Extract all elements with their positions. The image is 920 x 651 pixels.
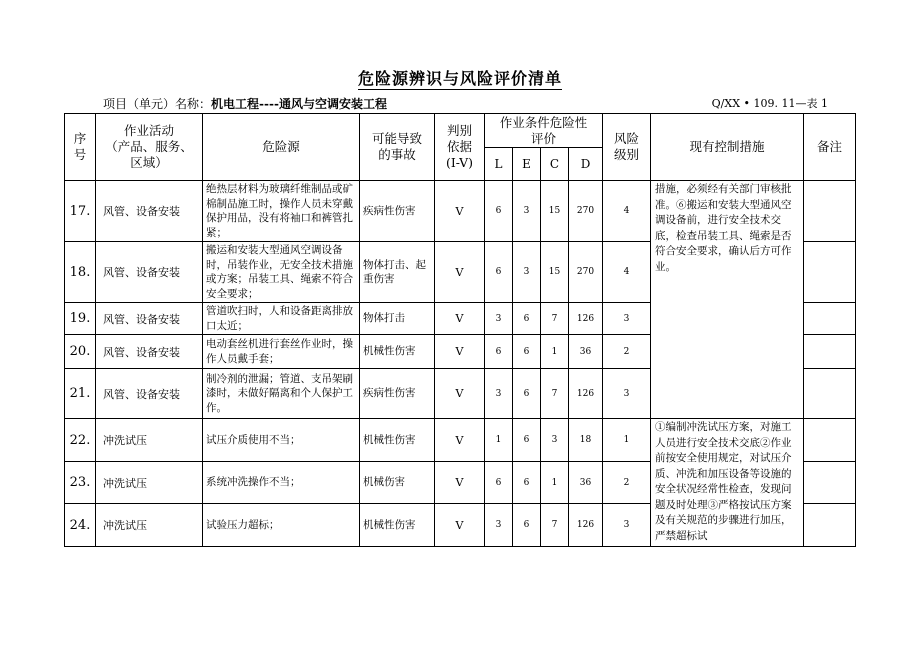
header-E: E bbox=[513, 148, 541, 181]
row-D: 270 bbox=[569, 242, 603, 303]
row-number: 19. bbox=[65, 303, 96, 335]
row-accident: 机械性伤害 bbox=[360, 419, 435, 462]
row-hazard: 试压介质使用不当； bbox=[203, 419, 360, 462]
row-remark bbox=[804, 242, 856, 303]
document-title: 危险源辨识与风险评价清单 bbox=[357, 69, 562, 88]
row-E: 6 bbox=[513, 335, 541, 369]
row-L: 6 bbox=[485, 462, 513, 504]
row-number: 24. bbox=[65, 504, 96, 547]
row-accident: 疾病性伤害 bbox=[360, 369, 435, 419]
row-remark bbox=[804, 335, 856, 369]
row-hazard: 搬运和安装大型通风空调设备时，吊装作业，无安全技术措施或方案；吊装工具、绳索不符合安全要求； bbox=[203, 242, 360, 303]
row-remark bbox=[804, 181, 856, 242]
row-C: 3 bbox=[541, 419, 569, 462]
row-L: 3 bbox=[485, 504, 513, 547]
header-condition: 作业条件危险性 评价 bbox=[485, 114, 603, 148]
row-remark bbox=[804, 369, 856, 419]
row-hazard: 系统冲洗操作不当； bbox=[203, 462, 360, 504]
row-hazard: 绝热层材料为玻璃纤维制品或矿棉制品施工时，操作人员未穿戴保护用品，没有将袖口和裤管扎紧； bbox=[203, 181, 360, 242]
row-L: 1 bbox=[485, 419, 513, 462]
project-name: 机电工程----通风与空调安装工程 bbox=[211, 97, 387, 111]
row-accident: 机械性伤害 bbox=[360, 504, 435, 547]
row-judge: V bbox=[435, 462, 485, 504]
row-E: 3 bbox=[513, 181, 541, 242]
row-E: 6 bbox=[513, 504, 541, 547]
row-accident: 物体打击 bbox=[360, 303, 435, 335]
row-remark bbox=[804, 303, 856, 335]
row-level: 3 bbox=[603, 369, 651, 419]
header-control: 现有控制措施 bbox=[651, 114, 804, 181]
row-activity: 冲洗试压 bbox=[96, 419, 203, 462]
row-level: 3 bbox=[603, 303, 651, 335]
row-level: 4 bbox=[603, 242, 651, 303]
row-activity: 风管、设备安装 bbox=[96, 303, 203, 335]
row-E: 6 bbox=[513, 369, 541, 419]
row-number: 17. bbox=[65, 181, 96, 242]
row-D: 126 bbox=[569, 303, 603, 335]
row-level: 2 bbox=[603, 335, 651, 369]
row-D: 126 bbox=[569, 369, 603, 419]
row-C: 15 bbox=[541, 181, 569, 242]
row-accident: 物体打击、起重伤害 bbox=[360, 242, 435, 303]
row-L: 6 bbox=[485, 181, 513, 242]
row-C: 1 bbox=[541, 462, 569, 504]
table-row bbox=[65, 419, 856, 462]
row-level: 4 bbox=[603, 181, 651, 242]
row-D: 126 bbox=[569, 504, 603, 547]
header-hazard: 危险源 bbox=[203, 114, 360, 181]
row-hazard: 管道吹扫时，人和设备距离排放口太近； bbox=[203, 303, 360, 335]
row-judge: V bbox=[435, 504, 485, 547]
row-remark bbox=[804, 462, 856, 504]
row-C: 7 bbox=[541, 504, 569, 547]
row-level: 1 bbox=[603, 419, 651, 462]
row-accident: 疾病性伤害 bbox=[360, 181, 435, 242]
header-level: 风险 级别 bbox=[603, 114, 651, 181]
row-E: 6 bbox=[513, 303, 541, 335]
risk-table bbox=[64, 113, 856, 547]
document-number: Q/XX • 109. 11—表 1 bbox=[711, 97, 828, 110]
project-label: 项目（单元）名称： bbox=[103, 97, 212, 111]
row-D: 18 bbox=[569, 419, 603, 462]
row-C: 15 bbox=[541, 242, 569, 303]
row-activity: 风管、设备安装 bbox=[96, 242, 203, 303]
control-measures-1: 措施，必须经有关部门审核批准。⑥搬运和安装大型通风空调设备前，进行安全技术交底，检查吊装工具、绳索是否符合安全要求，确认后方可作业。 bbox=[651, 181, 804, 419]
row-level: 3 bbox=[603, 504, 651, 547]
row-C: 1 bbox=[541, 335, 569, 369]
header-judge: 判别 依据 (I-V) bbox=[435, 114, 485, 181]
row-E: 6 bbox=[513, 462, 541, 504]
row-number: 20. bbox=[65, 335, 96, 369]
row-D: 36 bbox=[569, 335, 603, 369]
row-E: 3 bbox=[513, 242, 541, 303]
row-judge: V bbox=[435, 181, 485, 242]
row-activity: 风管、设备安装 bbox=[96, 369, 203, 419]
row-judge: V bbox=[435, 242, 485, 303]
row-number: 23. bbox=[65, 462, 96, 504]
table-row bbox=[65, 181, 856, 242]
row-activity: 风管、设备安装 bbox=[96, 335, 203, 369]
row-remark bbox=[804, 504, 856, 547]
row-judge: V bbox=[435, 335, 485, 369]
row-activity: 冲洗试压 bbox=[96, 462, 203, 504]
control-measures-2: ①编制冲洗试压方案，对施工人员进行安全技术交底②作业前按安全使用规定，对试压介质、冲洗和加压设备等设施的安全状况经常性检查，发现问题及时处理③严格按试压方案及有关规范的步骤进行加压，严禁超标试 bbox=[651, 419, 804, 547]
header-activity: 作业活动 （产品、服务、 区域） bbox=[96, 114, 203, 181]
row-L: 3 bbox=[485, 369, 513, 419]
project-line bbox=[103, 95, 387, 112]
row-L: 6 bbox=[485, 335, 513, 369]
row-C: 7 bbox=[541, 303, 569, 335]
row-activity: 风管、设备安装 bbox=[96, 181, 203, 242]
row-activity: 冲洗试压 bbox=[96, 504, 203, 547]
row-E: 6 bbox=[513, 419, 541, 462]
row-hazard: 试验压力超标； bbox=[203, 504, 360, 547]
row-L: 3 bbox=[485, 303, 513, 335]
row-judge: V bbox=[435, 369, 485, 419]
header-L: L bbox=[485, 148, 513, 181]
row-C: 7 bbox=[541, 369, 569, 419]
header-seq: 序 号 bbox=[65, 114, 96, 181]
row-L: 6 bbox=[485, 242, 513, 303]
row-hazard: 制冷剂的泄漏；管道、支吊架刷漆时，未做好隔离和个人保护工作。 bbox=[203, 369, 360, 419]
header-D: D bbox=[569, 148, 603, 181]
row-hazard: 电动套丝机进行套丝作业时，操作人员戴手套； bbox=[203, 335, 360, 369]
row-judge: V bbox=[435, 303, 485, 335]
header-accident: 可能导致 的事故 bbox=[360, 114, 435, 181]
row-level: 2 bbox=[603, 462, 651, 504]
row-number: 18. bbox=[65, 242, 96, 303]
row-accident: 机械伤害 bbox=[360, 462, 435, 504]
row-judge: V bbox=[435, 419, 485, 462]
row-remark bbox=[804, 419, 856, 462]
row-accident: 机械性伤害 bbox=[360, 335, 435, 369]
row-number: 21. bbox=[65, 369, 96, 419]
row-D: 270 bbox=[569, 181, 603, 242]
header-remark: 备注 bbox=[804, 114, 856, 181]
header-C: C bbox=[541, 148, 569, 181]
row-D: 36 bbox=[569, 462, 603, 504]
row-number: 22. bbox=[65, 419, 96, 462]
